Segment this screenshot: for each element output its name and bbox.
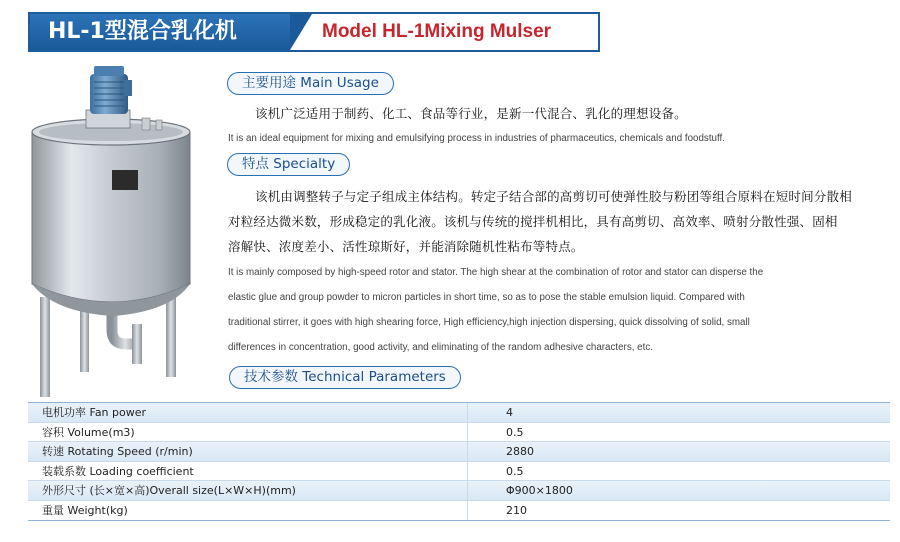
table-row bbox=[28, 481, 890, 501]
table-row bbox=[28, 462, 890, 482]
main-usage-cn: 该机广泛适用于制药、化工、食品等行业，是新一代混合、乳化的理想设备。 bbox=[255, 106, 687, 121]
specialty-cn-line: 该机由调整转子与定子组成主体结构。转定子结合部的高剪切可使弹性胶与粉团等组合原料在短时间分散相 bbox=[255, 189, 852, 204]
specialty-label: 特点 Specialty bbox=[227, 153, 350, 176]
table-row bbox=[28, 501, 890, 521]
param-name: 转速 Rotating Speed (r/min) bbox=[28, 442, 468, 461]
title-cn: HL-1型混合乳化机 bbox=[30, 14, 290, 50]
table-row bbox=[28, 442, 890, 462]
technical-label: 技术参数 Technical Parameters bbox=[229, 366, 461, 389]
parameters-table bbox=[28, 402, 890, 521]
param-name: 装载系数 Loading coefficient bbox=[28, 462, 468, 481]
param-value: 2880 bbox=[506, 445, 534, 458]
param-value: 0.5 bbox=[506, 464, 524, 478]
param-name: 重量 Weight(kg) bbox=[28, 501, 468, 521]
param-value: 0.5 bbox=[506, 425, 524, 439]
specialty-en-line: differences in concentration, good activity, and eliminating of the random adhesive characters, etc. bbox=[228, 342, 653, 353]
param-name: 电机功率 Fan power bbox=[28, 403, 468, 422]
param-value: 4 bbox=[506, 406, 513, 419]
param-value: Φ900×1800 bbox=[506, 484, 573, 497]
specialty-cn-line: 对粒经达微米数，形成稳定的乳化液。该机与传统的搅拌机相比，具有高剪切、高效率、喷射分散性强、固相 bbox=[228, 214, 838, 229]
specialty-en-line: It is mainly composed by high-speed rotor and stator. The high shear at the combination of rotor and stator can disperse the bbox=[228, 267, 764, 278]
title-en: Model HL-1Mixing Mulser bbox=[322, 21, 552, 42]
table-row bbox=[28, 423, 890, 443]
mixer-machine-image bbox=[20, 62, 220, 402]
main-usage-label: 主要用途 Main Usage bbox=[227, 72, 394, 95]
param-value: 210 bbox=[506, 503, 527, 517]
title-banner bbox=[28, 12, 600, 52]
banner-notch bbox=[290, 14, 312, 50]
param-name: 容积 Volume(m3) bbox=[28, 423, 468, 442]
main-usage-en: It is an ideal equipment for mixing and emulsifying process in industries of pharmaceutics, chemicals and foodstuff. bbox=[228, 133, 725, 144]
specialty-en-line: elastic glue and group powder to micron particles in short time, so as to pose the stable emulsion liquid. Compared with bbox=[228, 292, 745, 303]
table-row bbox=[28, 403, 890, 423]
param-name: 外形尺寸 (长×宽×高)Overall size(L×W×H)(mm) bbox=[28, 481, 468, 500]
specialty-cn-line: 溶解快、浓度差小、活性琼斯好，并能消除随机性粘布等特点。 bbox=[228, 239, 584, 254]
specialty-en-line: traditional stirrer, it goes with high shearing force, High efficiency,high injection dispersing, quick dissolving of solid, small bbox=[228, 317, 750, 328]
